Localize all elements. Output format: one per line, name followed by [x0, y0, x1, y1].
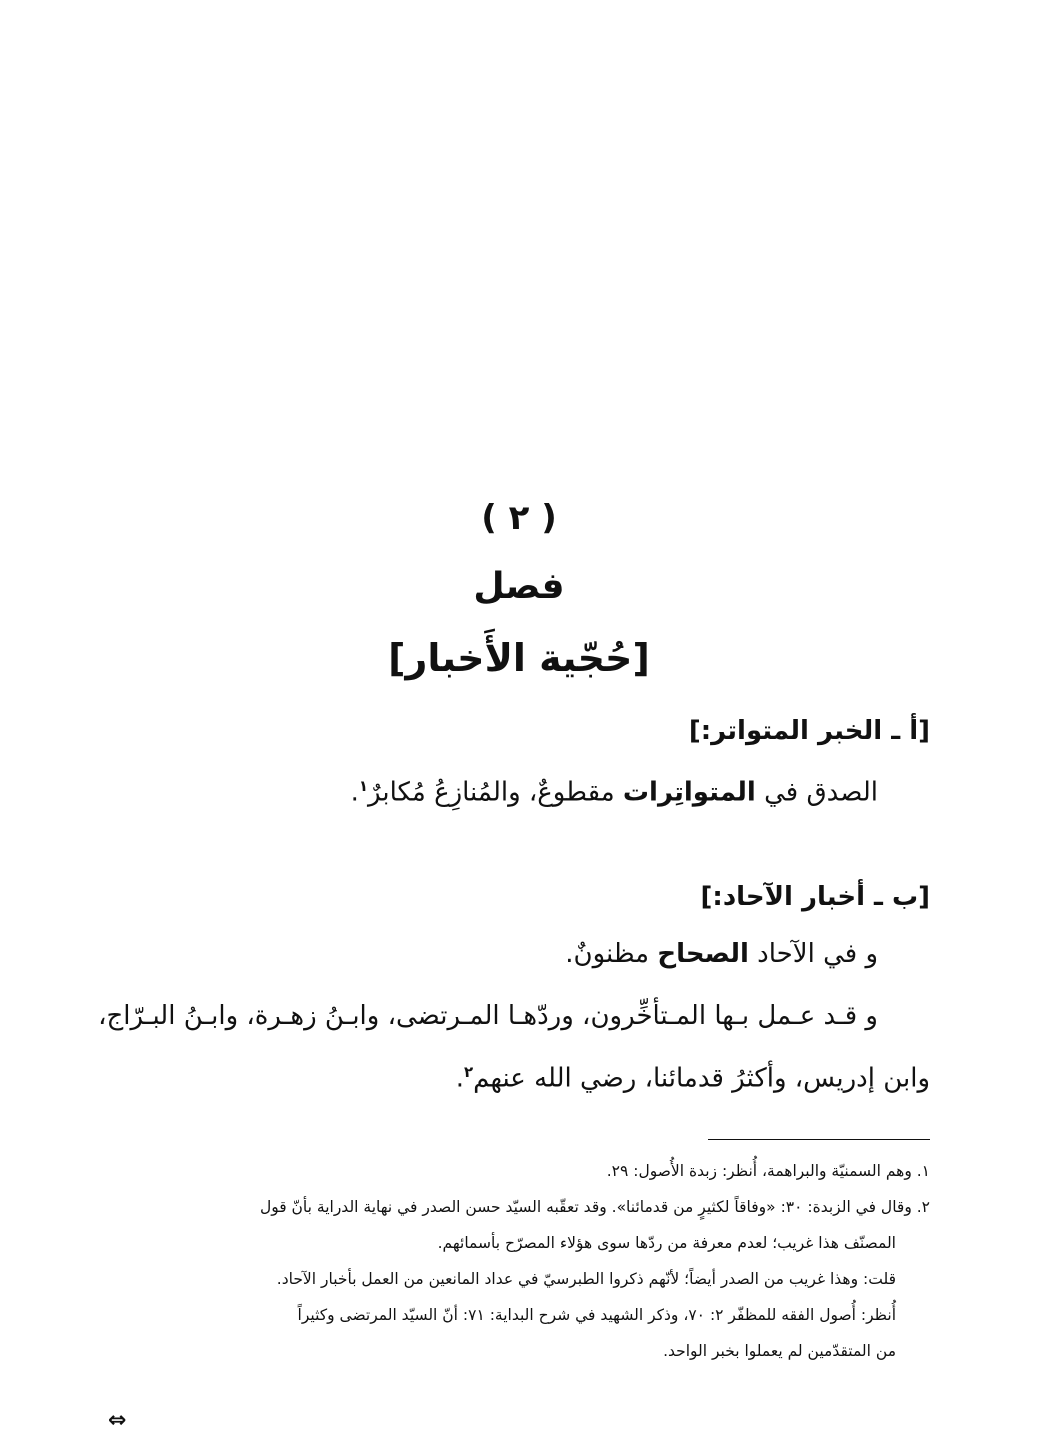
footnote-1: ١. وهم السمنيّة والبراهمة، أُنظر: زبدة الأُصول: ٢٩.	[606, 1162, 930, 1180]
footnote-2-line-4: أُنظر: أُصول الفقه للمظفّر ٢: ٧٠، وذكر الشهيد في شرح البداية: ٧١: أنّ السيّد المرتضى وكثيراً	[297, 1306, 896, 1324]
section-a-text-start: الصدق في	[755, 777, 878, 808]
section-a-heading: [أ ـ الخبر المتواتر:]	[688, 716, 930, 746]
footnote-ref-2[interactable]: ٢	[464, 1063, 474, 1081]
chapter-title: [حُجّية الأَخبار]	[388, 636, 650, 680]
footnote-ref-1[interactable]: ١	[358, 777, 369, 795]
section-b-line-1	[108, 934, 930, 974]
section-a-bold-term: المتواتِرات	[622, 777, 756, 808]
section-a-text-end: .	[350, 777, 359, 808]
section-b-line-1-end: مظنونٌ.	[565, 939, 658, 969]
section-b-line-2: و قـد عـمل بـها المـتأخِّرون، وردّهـا المـرتضى، وابـنُ زهـرة، وابـنُ البـرّاج،	[98, 1001, 878, 1031]
section-b-line-1-start: و في الآحاد	[748, 939, 878, 969]
chapter-label: فصل	[473, 566, 565, 607]
section-b-line-3	[108, 1052, 930, 1099]
section-b-line-3-text: وابن إدريس، وأكثرُ قدمائنا، رضي الله عنهم	[473, 1063, 930, 1094]
section-b-bold-term: الصحاح	[657, 939, 749, 969]
chapter-number: ( ٢ )	[481, 498, 557, 538]
section-b-heading: [ب ـ أخبار الآحاد:]	[700, 882, 930, 912]
footnote-2-line-1: ٢. وقال في الزبدة: ٣٠: «وفاقاً لكثيرٍ من قدمائنا». وقد تعقّبه السيّد حسن الصدر في نهاية الدراية بأنّ قول	[259, 1198, 930, 1216]
section-a-paragraph	[108, 766, 930, 813]
section-a-text-middle: مقطوعٌ، والمُنازِعُ مُكابرٌ	[368, 777, 623, 808]
footnote-2-line-2: المصنّف هذا غريب؛ لعدم معرفة من ردّها سوى هؤلاء المصرّح بأسمائهم.	[437, 1234, 896, 1252]
footnote-separator	[708, 1139, 930, 1140]
footnote-2-line-3: قلت: وهذا غريب من الصدر أيضاً؛ لأنّهم ذكروا الطبرسيّ في عداد المانعين من العمل بأخبار الآحاد.	[276, 1270, 896, 1288]
section-b-line-3-end: .	[455, 1063, 464, 1094]
double-arrow-icon: ⇔	[108, 1408, 127, 1433]
footnote-2-line-5: من المتقدّمين لم يعملوا بخبر الواحد.	[663, 1342, 896, 1360]
